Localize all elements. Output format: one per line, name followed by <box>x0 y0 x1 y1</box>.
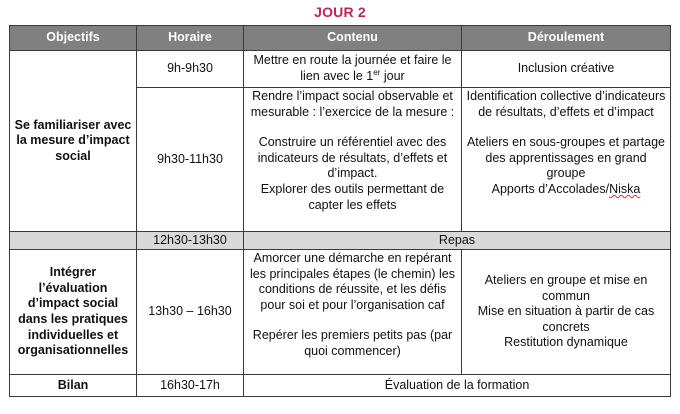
pause-row <box>10 232 671 250</box>
table-row <box>10 250 671 375</box>
empty-cell <box>10 232 137 250</box>
header-objectifs: Objectifs <box>10 26 137 51</box>
deroulement-paragraph: Restitution dynamique <box>504 335 628 350</box>
content-cell <box>244 51 462 88</box>
spellcheck-word: Niska <box>609 181 641 196</box>
header-row <box>10 26 671 51</box>
pause-label: Repas <box>244 232 671 250</box>
content-text-end: jour <box>380 69 405 83</box>
deroulement-cell <box>462 250 671 375</box>
time-cell: 13h30 – 16h30 <box>137 250 244 375</box>
page-title: JOUR 2 <box>314 4 366 20</box>
bilan-content: Évaluation de la formation <box>244 375 671 397</box>
schedule-table <box>9 25 671 397</box>
objective-cell-1 <box>10 51 137 232</box>
deroulement-paragraph: Ateliers en groupe et mise en commun <box>484 273 648 303</box>
deroulement-cell <box>462 88 671 232</box>
content-paragraph: Explorer des outils permettant de capter les effets <box>260 181 445 212</box>
time-cell: 9h-9h30 <box>137 51 244 88</box>
superscript: er <box>373 67 381 77</box>
content-paragraph: Repérer les premiers petits pas (par quoi commencer) <box>252 328 453 358</box>
deroulement-paragraph: Mise en situation à partir de cas concrets <box>477 304 655 334</box>
header-deroulement: Déroulement <box>462 26 671 51</box>
deroulement-paragraph: Identification collective d’indicateurs de résultats, d’effets et d’impact <box>466 89 666 119</box>
header-horaire: Horaire <box>137 26 244 51</box>
bilan-label: Bilan <box>10 375 137 397</box>
table-row <box>10 51 671 88</box>
bilan-row <box>10 375 671 397</box>
content-text: Mettre en route la journée et faire le lien avec le 1 <box>253 53 452 83</box>
time-cell: 9h30-11h30 <box>137 88 244 232</box>
content-paragraph: Amorcer une démarche en repérant les principales étapes (le chemin) les conditions de réussite, et les défis pour soi et pour l’organisation caf <box>250 251 455 312</box>
content-paragraph: Rendre l’impact social observable et mesurable : l’exercice de la mesure : <box>250 89 455 119</box>
content-cell <box>244 250 462 375</box>
bilan-time: 16h30-17h <box>137 375 244 397</box>
objective-text: Se familiariser avec la mesure d’impact social <box>14 117 132 163</box>
objective-text: Intégrer l’évaluation d’impact social dans les pratiques individuelles et organisationnelles <box>17 265 129 358</box>
header-contenu: Contenu <box>244 26 462 51</box>
deroulement-cell: Inclusion créative <box>462 51 671 88</box>
pause-time: 12h30-13h30 <box>137 232 244 250</box>
deroulement-paragraph <box>466 182 666 198</box>
content-paragraph: Construire un référentiel avec des indicateurs de résultats, d’effets et d’impact. <box>257 135 448 181</box>
content-cell <box>244 88 462 232</box>
deroulement-text: Apports d’Accolades/ <box>491 181 610 196</box>
objective-cell-2 <box>10 250 137 375</box>
deroulement-paragraph: Ateliers en sous-groupes et partage des apprentissages en grand groupe <box>466 135 666 181</box>
